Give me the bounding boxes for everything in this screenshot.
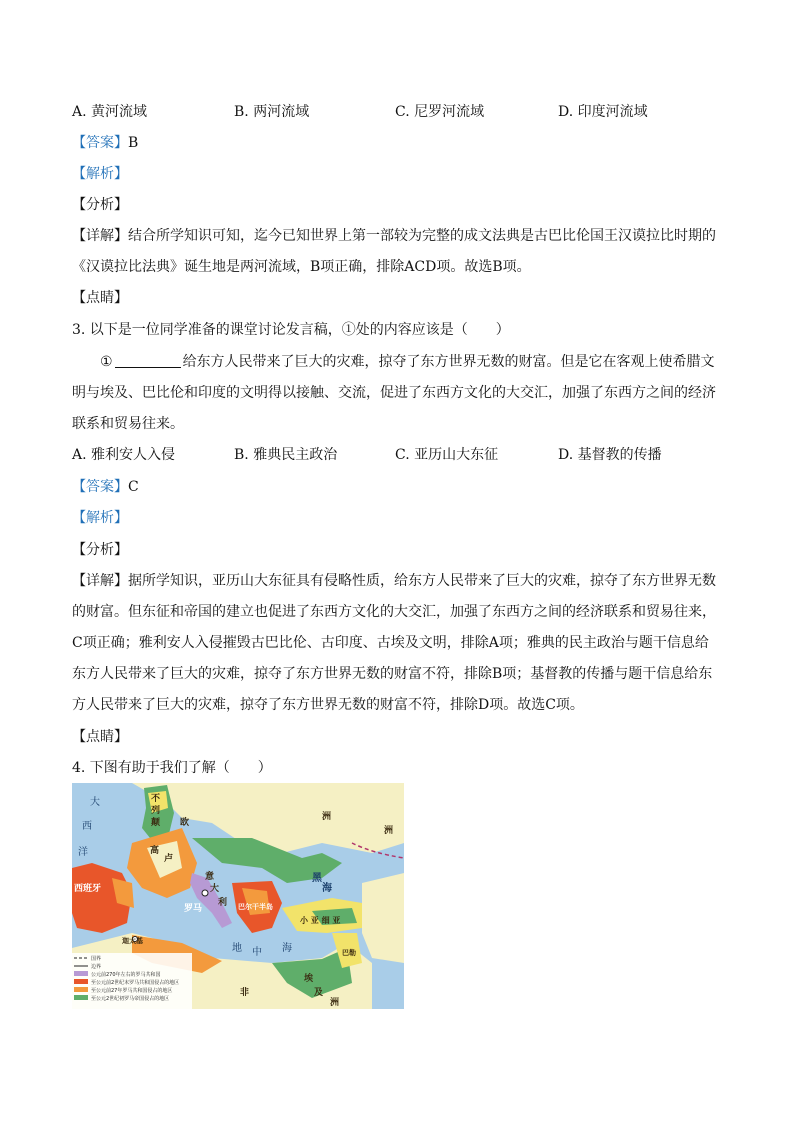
map-label-jiataiji: 迦太基 bbox=[122, 937, 143, 945]
map-label-da: 大 bbox=[90, 797, 100, 808]
q3-quote bbox=[72, 347, 722, 440]
map-label-xiaoyaxiya: 小 亚 细 亚 bbox=[300, 916, 341, 925]
map-legend bbox=[72, 953, 192, 1009]
quote-mark: ① bbox=[100, 354, 113, 370]
answer-tag: 【答案】 bbox=[72, 479, 128, 495]
legend-swatch-4 bbox=[74, 987, 88, 992]
q3-comment-tag: 【点睛】 bbox=[72, 729, 128, 745]
detail-text: 据所学知识，亚历山大东征具有侵略性质，给东方人民带来了巨大的灾难，掠夺了东方世界无数的财富。但东征和帝国的建立也促进了东西方文化的大交汇，加强了东西方之间的经济联系和贸易往来，C项正确；雅利安人入侵摧毁古巴比伦、古印度、古埃及文明，排除A项；雅典的民主政治与题干信息给东方人民带来了巨大的灾难，掠夺了东方世界无数的财富不符，排除B项；基督教的传播与题干信息给东方人民带来了巨大的灾难，掠夺了东方世界无数的财富不符，排除D项。故选C项。 bbox=[72, 573, 716, 713]
map-label-baergan: 巴尔干半岛 bbox=[238, 903, 273, 911]
map-label-aiji: 埃 bbox=[304, 974, 314, 984]
map-label-gaolu: 高 bbox=[150, 846, 160, 856]
legend-text-4: 至公元前27年罗马共和国侵占的地区 bbox=[91, 988, 173, 994]
quote-text: 给东方人民带来了巨大的灾难，掠夺了东方世界无数的财富。但是它在客观上使希腊文明与埃及、巴比伦和印度的文明得以接触、交流，促进了东西方文化的大交汇，加强了东西方之间的经济联系和贸易往来。 bbox=[72, 354, 716, 432]
detail-tag: 【详解】 bbox=[72, 228, 128, 244]
map-label-bulie3: 颠 bbox=[151, 818, 161, 828]
q3-options bbox=[72, 445, 722, 465]
answer-tag: 【答案】 bbox=[72, 135, 128, 151]
q2-option-b: B. 两河流域 bbox=[234, 104, 310, 120]
q3-answer bbox=[72, 477, 139, 497]
detail-text: 结合所学知识可知，迄今已知世界上第一部较为完整的成文法典是古巴比伦国王汉谟拉比时期的《汉谟拉比法典》诞生地是两河流域，B项正确，排除ACD项。故选B项。 bbox=[72, 228, 716, 275]
q2-detail bbox=[72, 221, 722, 283]
q3-detail bbox=[72, 566, 722, 721]
map-label-fei: 非 bbox=[240, 988, 250, 998]
detail-tag: 【详解】 bbox=[72, 573, 128, 589]
map-label-zhou2: 洲 bbox=[330, 998, 340, 1008]
map-label-hai: 海 bbox=[322, 883, 332, 894]
legend-text-0: 国界 bbox=[91, 956, 102, 962]
legend-swatch-5 bbox=[74, 995, 88, 1000]
map-label-ji: 及 bbox=[314, 988, 324, 998]
q2-comment-tag: 【点睛】 bbox=[72, 290, 128, 306]
map-label-bulie: 不 bbox=[151, 794, 161, 804]
legend-text-5: 至公元2世纪初罗马帝国侵占的地区 bbox=[91, 996, 170, 1002]
q2-option-a: A. 黄河流域 bbox=[72, 104, 148, 120]
answer-value: C bbox=[128, 479, 139, 495]
q2-answer bbox=[72, 133, 138, 153]
map-label-di: 地 bbox=[232, 943, 242, 954]
q3-stem: 3. 以下是一位同学准备的课堂讨论发言稿，①处的内容应该是（ ） bbox=[72, 322, 510, 338]
q3-option-a: A. 雅利安人入侵 bbox=[72, 447, 176, 463]
q2-analysis-tag: 【解析】 bbox=[72, 166, 128, 182]
q2-option-d: D. 印度河流域 bbox=[558, 104, 648, 120]
map-label-bulie2: 列 bbox=[151, 806, 161, 816]
q2-options bbox=[72, 102, 722, 122]
legend-swatch-2 bbox=[74, 971, 88, 976]
q3-option-c: C. 亚历山大东征 bbox=[395, 447, 499, 463]
rome-marker-icon bbox=[202, 890, 208, 896]
map-label-yang: 洋 bbox=[78, 847, 88, 858]
map-label-xi: 西 bbox=[82, 821, 92, 832]
legend-text-2: 公元前270年左右的罗马共和国 bbox=[91, 972, 161, 978]
legend-text-3: 至公元前2世纪末罗马共和国侵占的地区 bbox=[91, 980, 180, 986]
q3-analysis-tag: 【解析】 bbox=[72, 510, 128, 526]
q4-stem: 4. 下图有助于我们了解（ ） bbox=[72, 760, 272, 776]
q2-fenxi-tag: 【分析】 bbox=[72, 197, 128, 213]
q3-fenxi-tag: 【分析】 bbox=[72, 542, 128, 558]
map-label-hai2: 海 bbox=[282, 943, 292, 954]
legend-swatch-3 bbox=[74, 979, 88, 984]
q3-option-b: B. 雅典民主政治 bbox=[234, 447, 338, 463]
map-label-zhou: 洲 bbox=[322, 812, 332, 822]
legend-text-1: 边界 bbox=[91, 964, 102, 970]
map-label-xibanya: 西班牙 bbox=[74, 884, 102, 894]
fill-blank bbox=[115, 353, 181, 368]
map-label-ou: 欧 bbox=[180, 818, 190, 828]
q3-option-d: D. 基督教的传播 bbox=[558, 447, 662, 463]
roman-expansion-map bbox=[72, 783, 404, 1009]
map-label-da2: 大 bbox=[210, 884, 220, 894]
map-label-luoma: 罗马 bbox=[184, 904, 203, 914]
map-label-zhong: 中 bbox=[252, 947, 262, 958]
map-label-yi: 意 bbox=[205, 872, 215, 882]
map-label-yazhou: 洲 bbox=[384, 826, 394, 836]
q2-option-c: C. 尼罗河流域 bbox=[395, 104, 485, 120]
map-label-gaolu2: 卢 bbox=[164, 854, 174, 864]
answer-value: B bbox=[128, 135, 139, 151]
map-label-bale: 巴勒 bbox=[342, 949, 356, 957]
map-label-li: 利 bbox=[218, 898, 228, 908]
map-label-hei: 黑 bbox=[312, 873, 322, 884]
